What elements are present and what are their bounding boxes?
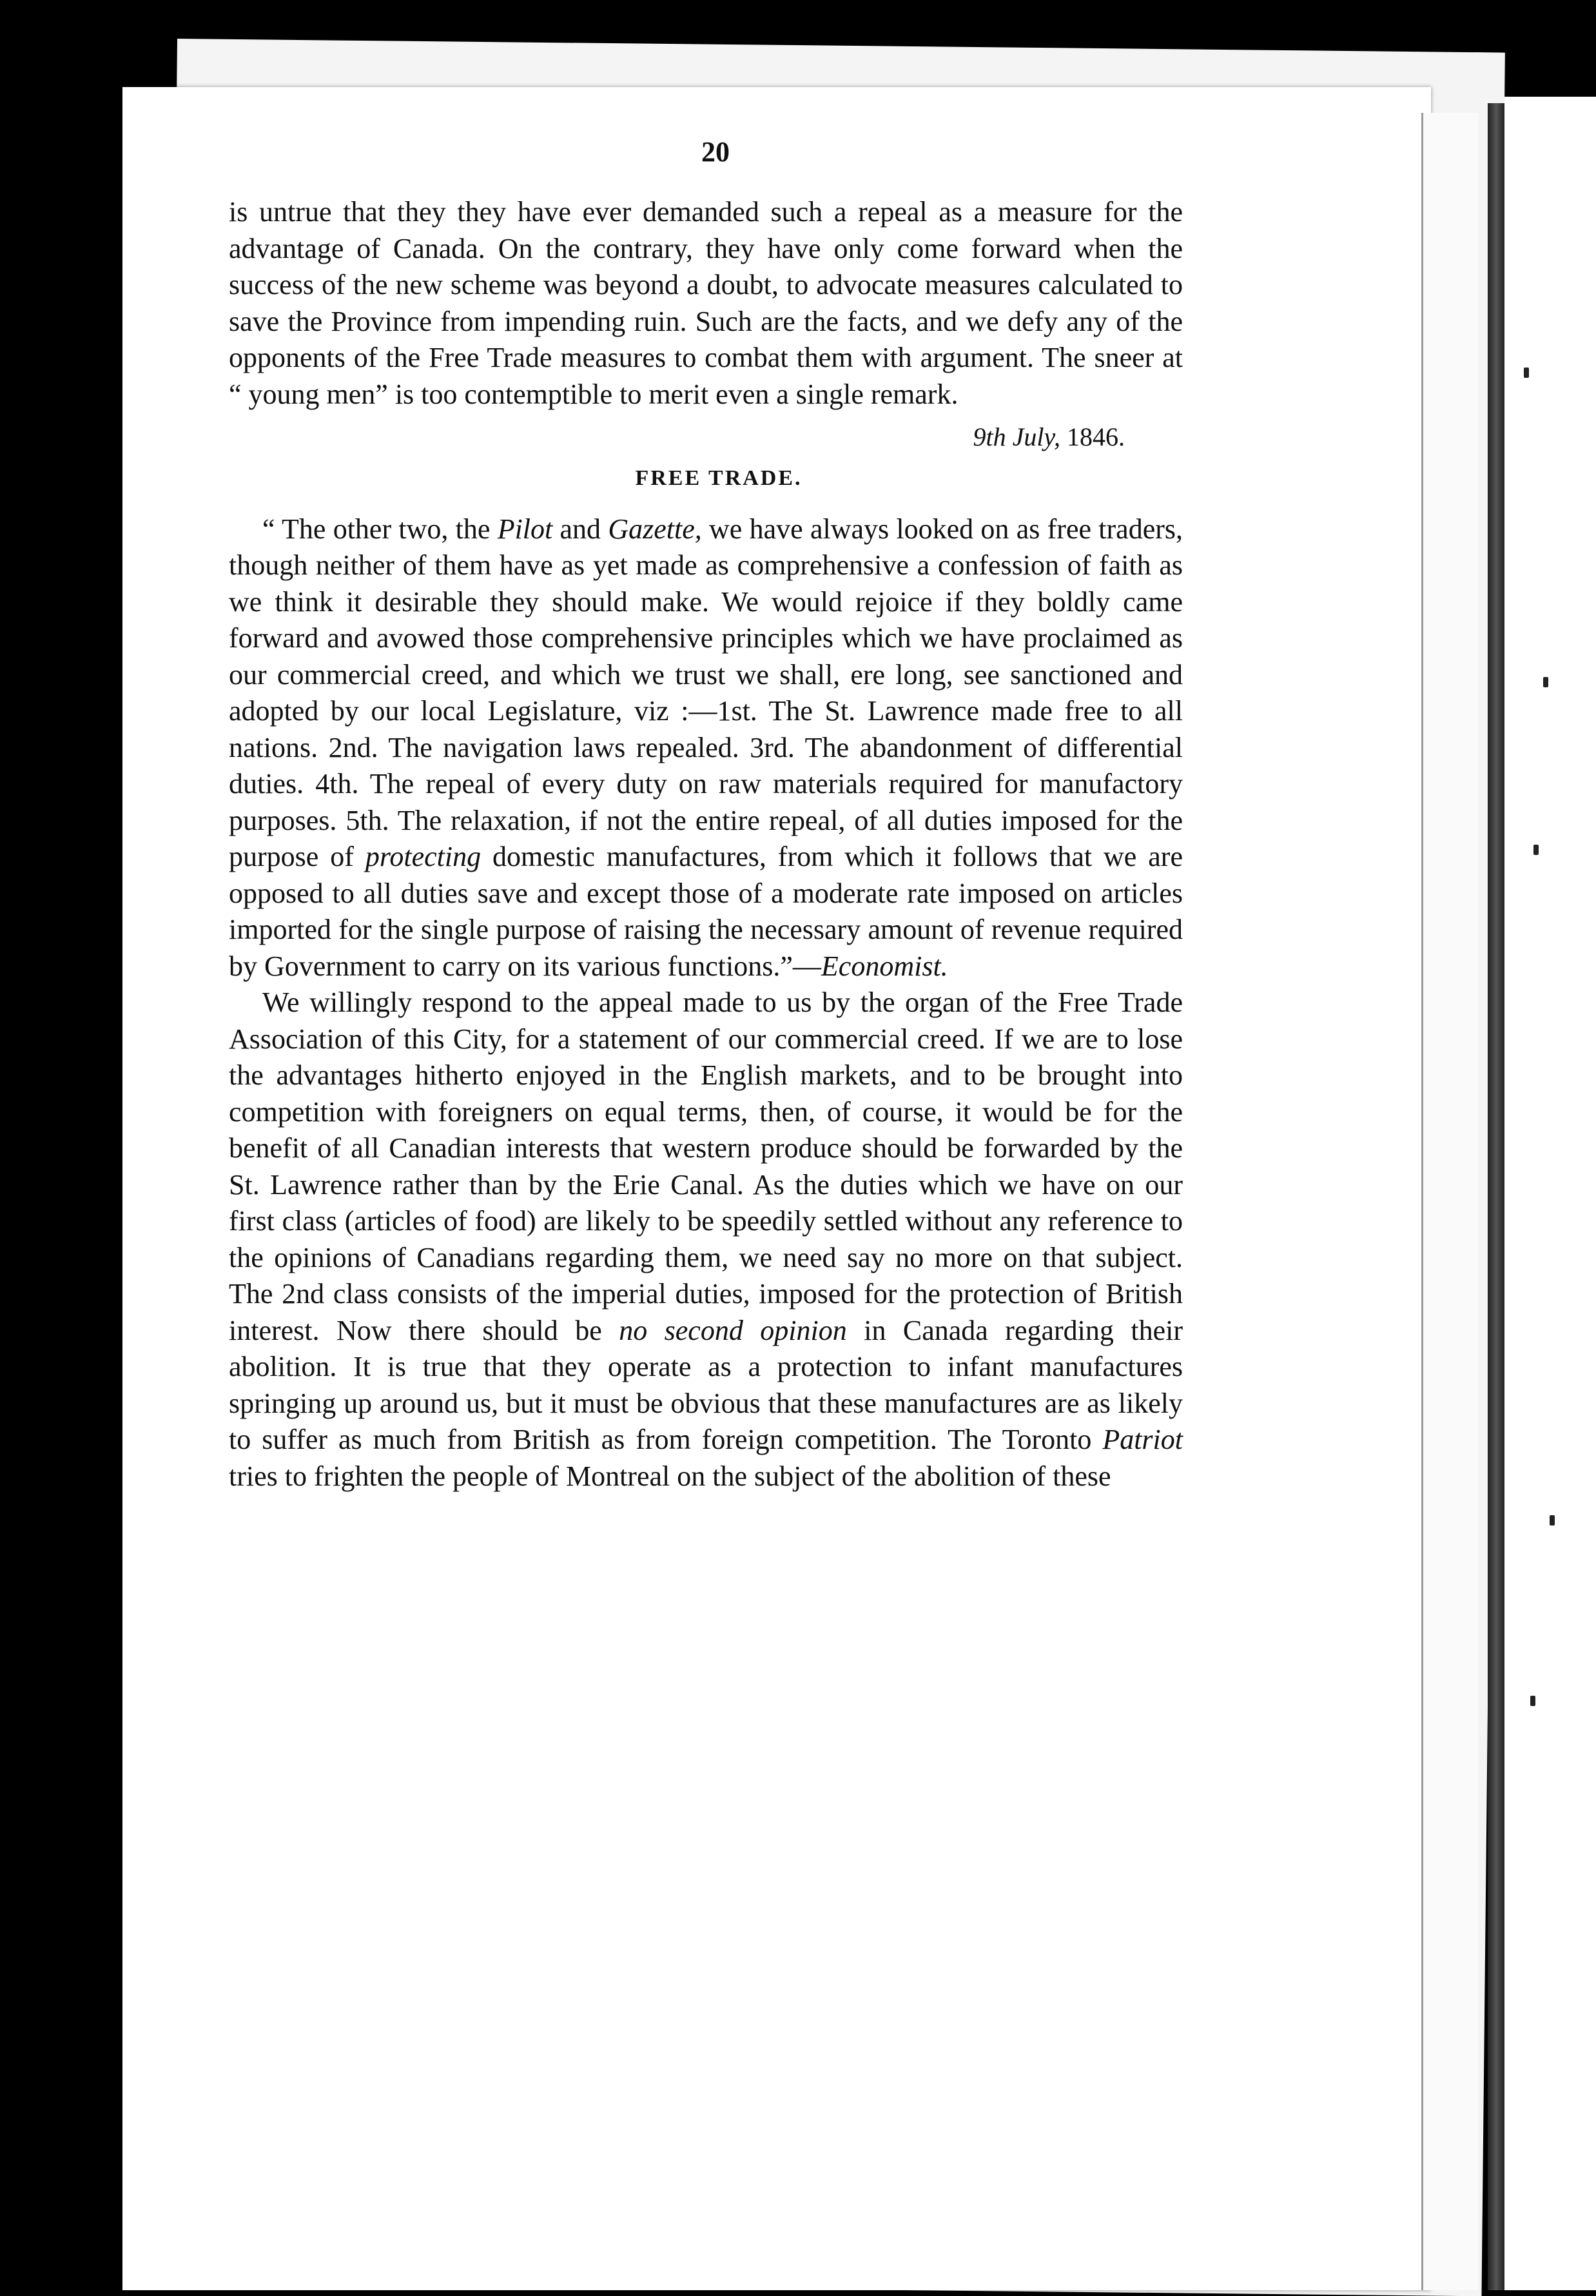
binding-mark (1533, 845, 1539, 855)
page-binding-edge (1421, 113, 1478, 2290)
quote-text: and (552, 513, 608, 545)
page-text (229, 135, 1183, 1495)
body-text: We willingly respond to the appeal made to us by the organ of the Free Trade Association of this City, for a statement of our commercial creed. If we are to lose the advantages hitherto enjoyed in the English markets, and to be brought into competition with foreigners on equal terms, then, of course, it would be for the benefit of all Canadian interests that western produce should be forwarded by the St. Lawrence rather than by the Erie Canal. As the duties which we have on our first class (articles of food) are likely to be speedily settled without any reference to the opinions of Canadians regarding them, we need say no more on that subject. The 2nd class consists of the imperial duties, imposed for the protection of British interest. Now there should be (229, 986, 1183, 1346)
quote-text: domestic manufactures, from which it follows that we are opposed to all duties save and except those of a moderate rate imposed on articles imported for the single purpose of raising the necessary amount of revenue required by Government to carry on its various functions.”— (229, 841, 1183, 982)
quote-italic-pilot: Pilot (497, 513, 553, 545)
quote-text: “ The other two, the (262, 513, 498, 545)
dateline (229, 419, 1125, 456)
quote-italic-gazette: Gazette, (608, 513, 702, 545)
quote-italic-protecting: protecting (365, 841, 482, 872)
body-italic-patriot: Patriot (1102, 1424, 1183, 1455)
quote-source-economist: Economist. (821, 950, 948, 982)
date-day: 9th July, (973, 422, 1060, 451)
binding-mark (1543, 677, 1548, 687)
opening-paragraph (229, 194, 1183, 413)
opening-paragraph-text: is untrue that they they have ever demanded such a repeal as a measure for the advantage of Canada. On the contrary, they have only come forward when the success of the new scheme was beyond a doubt, to advocate measures calculated to save the Province from impending ruin. Such are the facts, and we defy any of the opponents of the Free Trade measures to combat them with argument. The sneer at “ young men” is too contemptible to merit even a single remark. (229, 196, 1183, 410)
page-number: 20 (701, 136, 730, 168)
binding-mark (1530, 1696, 1535, 1706)
binding-mark (1524, 368, 1529, 378)
section-heading: FREE TRADE. (635, 466, 803, 490)
quote-text: we have always looked on as free traders, though neither of them have as yet made as comprehensive a confession of faith as we think it desirable they should make. We would rejoice if they boldly came forward and avowed those comprehensive principles which we have proclaimed as our commercial creed, and which we trust we shall, ere long, see sanctioned and adopted by our local Legislature, viz :—1st. The St. Lawrence made free to all nations. 2nd. The navigation laws repealed. 3rd. The abandonment of differential duties. 4th. The repeal of every duty on raw materials required for manufactory purposes. 5th. The relaxation, if not the entire repeal, of all duties imposed for the purpose of (229, 513, 1183, 872)
body-text: tries to frighten the people of Montreal on the subject of the abolition of these (229, 1460, 1111, 1492)
book-spine (1488, 103, 1504, 2290)
right-margin (1504, 97, 1596, 2290)
body-paragraph (229, 985, 1183, 1495)
binding-mark (1550, 1515, 1555, 1526)
body-text: in Canada regarding their abolition. It is true that they operate as a protection to infant manufactures springing up around us, but it must be obvious that these manufactures are as likely to suffer as much from British as from foreign competition. The Toronto (229, 1314, 1183, 1455)
date-year: 1846. (1060, 422, 1125, 451)
quoted-paragraph (229, 511, 1183, 985)
body-italic-no-second-opinion: no second opinion (619, 1314, 847, 1346)
